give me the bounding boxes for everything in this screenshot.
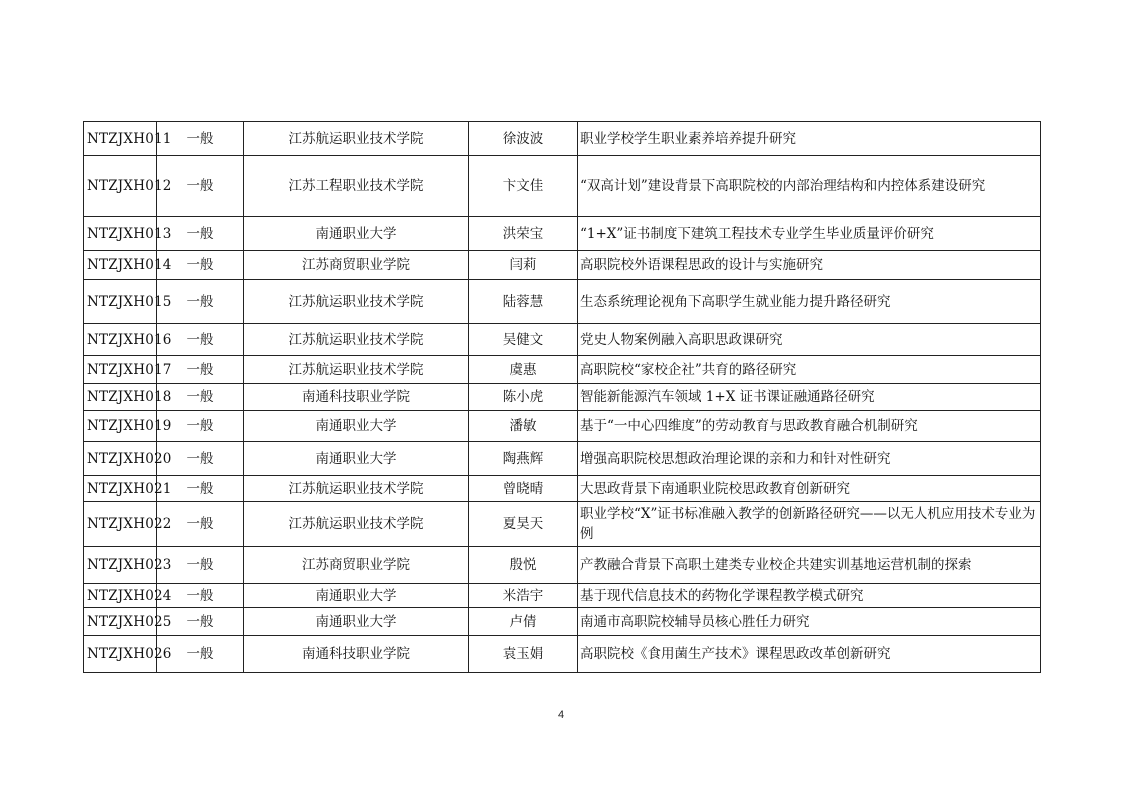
person-cell: 洪荣宝 — [469, 217, 578, 251]
table-row — [84, 547, 1041, 584]
school-cell: 南通科技职业学院 — [244, 384, 469, 411]
project-id-cell: NTZJXH026 — [84, 636, 157, 673]
project-level-cell: 一般 — [157, 636, 244, 673]
project-level-cell: 一般 — [157, 251, 244, 280]
school-cell: 南通科技职业学院 — [244, 636, 469, 673]
project-level-cell: 一般 — [157, 384, 244, 411]
project-id-cell: NTZJXH023 — [84, 547, 157, 584]
table-row — [84, 122, 1041, 156]
table-row — [84, 280, 1041, 324]
person-cell: 陶燕辉 — [469, 442, 578, 476]
school-cell: 江苏航运职业技术学院 — [244, 280, 469, 324]
project-title-cell: 南通市高职院校辅导员核心胜任力研究 — [578, 608, 1041, 636]
project-id-cell: NTZJXH025 — [84, 608, 157, 636]
project-title-cell: 增强高职院校思想政治理论课的亲和力和针对性研究 — [578, 442, 1041, 476]
project-title-cell: 生态系统理论视角下高职学生就业能力提升路径研究 — [578, 280, 1041, 324]
project-title-cell: 职业学校“X”证书标准融入教学的创新路径研究——以无人机应用技术专业为例 — [578, 502, 1041, 547]
school-cell: 南通职业大学 — [244, 442, 469, 476]
project-level-cell: 一般 — [157, 608, 244, 636]
person-cell: 夏昊天 — [469, 502, 578, 547]
project-level-cell: 一般 — [157, 324, 244, 356]
school-cell: 南通职业大学 — [244, 411, 469, 442]
school-cell: 江苏航运职业技术学院 — [244, 356, 469, 384]
person-cell: 徐波波 — [469, 122, 578, 156]
person-cell: 陆蓉慧 — [469, 280, 578, 324]
project-level-cell: 一般 — [157, 356, 244, 384]
school-cell: 江苏航运职业技术学院 — [244, 324, 469, 356]
person-cell: 闫莉 — [469, 251, 578, 280]
project-level-cell: 一般 — [157, 156, 244, 217]
project-title-cell: 智能新能源汽车领域 1+X 证书课证融通路径研究 — [578, 384, 1041, 411]
project-id-cell: NTZJXH022 — [84, 502, 157, 547]
person-cell: 陈小虎 — [469, 384, 578, 411]
project-id-cell: NTZJXH021 — [84, 476, 157, 502]
school-cell: 南通职业大学 — [244, 217, 469, 251]
project-title-cell: “双高计划”建设背景下高职院校的内部治理结构和内控体系建设研究 — [578, 156, 1041, 217]
school-cell: 江苏商贸职业学院 — [244, 547, 469, 584]
project-id-cell: NTZJXH014 — [84, 251, 157, 280]
project-level-cell: 一般 — [157, 584, 244, 608]
person-cell: 米浩宇 — [469, 584, 578, 608]
table-row — [84, 502, 1041, 547]
person-cell: 袁玉娟 — [469, 636, 578, 673]
project-id-cell: NTZJXH017 — [84, 356, 157, 384]
project-id-cell: NTZJXH013 — [84, 217, 157, 251]
project-title-cell: 产教融合背景下高职土建类专业校企共建实训基地运营机制的探索 — [578, 547, 1041, 584]
project-level-cell: 一般 — [157, 217, 244, 251]
project-list-table — [83, 121, 1041, 673]
table-row — [84, 584, 1041, 608]
table-row — [84, 251, 1041, 280]
project-title-cell: 基于现代信息技术的药物化学课程教学模式研究 — [578, 584, 1041, 608]
project-level-cell: 一般 — [157, 411, 244, 442]
person-cell: 潘敏 — [469, 411, 578, 442]
project-id-cell: NTZJXH020 — [84, 442, 157, 476]
table-row — [84, 384, 1041, 411]
project-level-cell: 一般 — [157, 122, 244, 156]
school-cell: 江苏航运职业技术学院 — [244, 476, 469, 502]
project-title-cell: 职业学校学生职业素养培养提升研究 — [578, 122, 1041, 156]
table-row — [84, 411, 1041, 442]
project-title-cell: 基于“一中心四维度”的劳动教育与思政教育融合机制研究 — [578, 411, 1041, 442]
school-cell: 江苏工程职业技术学院 — [244, 156, 469, 217]
school-cell: 南通职业大学 — [244, 584, 469, 608]
project-title-cell: “1+X”证书制度下建筑工程技术专业学生毕业质量评价研究 — [578, 217, 1041, 251]
project-title-cell: 高职院校“家校企社”共育的路径研究 — [578, 356, 1041, 384]
person-cell: 虞惠 — [469, 356, 578, 384]
table-row — [84, 217, 1041, 251]
project-title-cell: 党史人物案例融入高职思政课研究 — [578, 324, 1041, 356]
person-cell: 曾晓晴 — [469, 476, 578, 502]
project-level-cell: 一般 — [157, 280, 244, 324]
project-id-cell: NTZJXH012 — [84, 156, 157, 217]
school-cell: 南通职业大学 — [244, 608, 469, 636]
table-body — [84, 122, 1041, 673]
school-cell: 江苏商贸职业学院 — [244, 251, 469, 280]
table-row — [84, 156, 1041, 217]
table-row — [84, 356, 1041, 384]
person-cell: 卞文佳 — [469, 156, 578, 217]
project-level-cell: 一般 — [157, 502, 244, 547]
person-cell: 卢倩 — [469, 608, 578, 636]
person-cell: 吴健文 — [469, 324, 578, 356]
table-row — [84, 476, 1041, 502]
person-cell: 殷悦 — [469, 547, 578, 584]
page-number: 4 — [557, 709, 565, 721]
school-cell: 江苏航运职业技术学院 — [244, 122, 469, 156]
project-level-cell: 一般 — [157, 476, 244, 502]
project-title-cell: 高职院校外语课程思政的设计与实施研究 — [578, 251, 1041, 280]
project-id-cell: NTZJXH015 — [84, 280, 157, 324]
project-title-cell: 高职院校《食用菌生产技术》课程思政改革创新研究 — [578, 636, 1041, 673]
project-id-cell: NTZJXH011 — [84, 122, 157, 156]
project-id-cell: NTZJXH024 — [84, 584, 157, 608]
table-row — [84, 636, 1041, 673]
project-title-cell: 大思政背景下南通职业院校思政教育创新研究 — [578, 476, 1041, 502]
table-row — [84, 442, 1041, 476]
school-cell: 江苏航运职业技术学院 — [244, 502, 469, 547]
table-row — [84, 608, 1041, 636]
project-id-cell: NTZJXH019 — [84, 411, 157, 442]
project-level-cell: 一般 — [157, 442, 244, 476]
project-level-cell: 一般 — [157, 547, 244, 584]
project-id-cell: NTZJXH018 — [84, 384, 157, 411]
table-row — [84, 324, 1041, 356]
project-id-cell: NTZJXH016 — [84, 324, 157, 356]
